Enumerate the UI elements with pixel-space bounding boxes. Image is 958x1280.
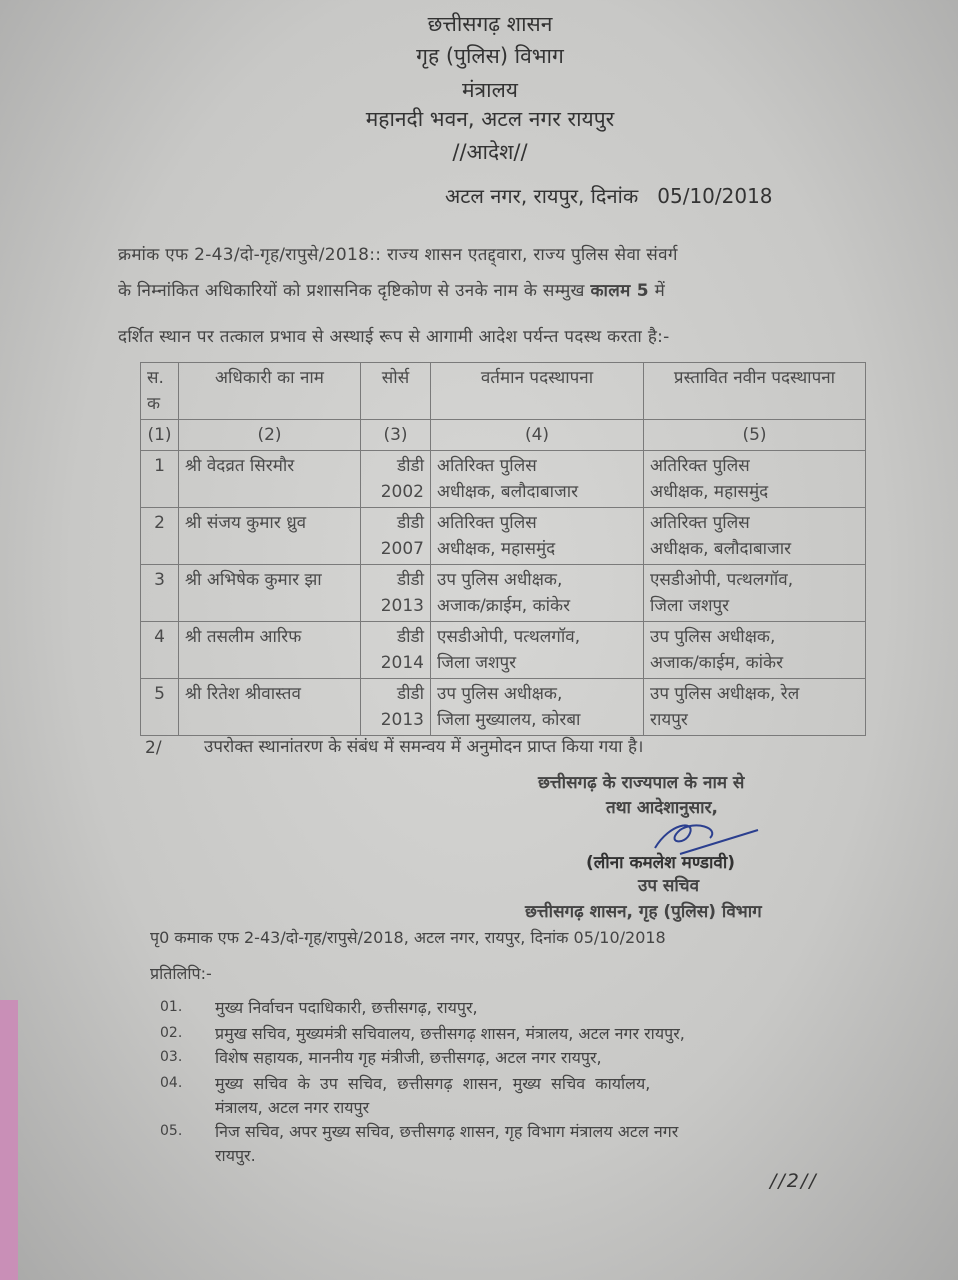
table-row <box>141 508 866 565</box>
pink-edge <box>0 1000 18 1280</box>
proposed-posting <box>644 622 866 679</box>
copy-number: 05. <box>160 1123 183 1139</box>
column-number-row <box>141 420 866 451</box>
source <box>361 679 431 736</box>
current-posting <box>431 679 644 736</box>
officer-name: श्री संजय कुमार ध्रुव <box>179 508 361 565</box>
copy-recipient: मुख्य निर्वाचन पदाधिकारी, छत्तीसगढ़, रायपुर, <box>215 998 478 1017</box>
date-line: अटल नगर, रायपुर, दिनांक 05/10/2018 <box>445 184 773 208</box>
col-number: (2) <box>179 420 361 451</box>
row-sno: 3 <box>141 565 179 622</box>
copy-number: 02. <box>160 1025 183 1041</box>
copy-recipient: मंत्रालय, अटल नगर रायपुर <box>215 1098 370 1117</box>
header-proposed: प्रस्तावित नवीन पदस्थापना <box>644 363 866 420</box>
proposed-posting <box>644 451 866 508</box>
current-line: अधीक्षक, महासमुंद <box>437 539 556 559</box>
col-number: (1) <box>141 420 179 451</box>
current-posting <box>431 565 644 622</box>
para-line-2 <box>118 278 665 301</box>
row-sno: 4 <box>141 622 179 679</box>
source <box>361 508 431 565</box>
source-type: डीडी <box>397 456 424 476</box>
para-line-1: क्रमांक एफ 2-43/दो-गृह/रापुसे/2018:: राज्य शासन एतद्द्वारा, राज्य पुलिस सेवा संवर्ग <box>118 245 678 265</box>
proposed-posting <box>644 679 866 736</box>
copy-recipient: रायपुर. <box>215 1146 256 1165</box>
sign-line-2: तथा आदेशानुसार, <box>606 798 718 818</box>
col-number: (3) <box>361 420 431 451</box>
current-posting <box>431 451 644 508</box>
table-row <box>141 622 866 679</box>
current-line: उप पुलिस अधीक्षक, <box>437 684 563 704</box>
sign-line-1: छत्तीसगढ़ के राज्यपाल के नाम से <box>538 773 745 793</box>
endorsement-line: पृ0 कमाक एफ 2-43/दो-गृह/रापुसे/2018, अटल नगर, रायपुर, दिनांक 05/10/2018 <box>150 928 666 947</box>
header-sno: स. क <box>141 363 179 420</box>
source-year: 2013 <box>380 596 424 616</box>
proposed-line: अधीक्षक, बलौदाबाजार <box>650 539 792 559</box>
proposed-line: उप पुलिस अधीक्षक, रेल <box>650 684 800 704</box>
signatory-name: (लीना कमलेश मण्डावी) <box>586 853 736 873</box>
copy-number: 04. <box>160 1075 183 1091</box>
proposed-posting <box>644 508 866 565</box>
officer-name: श्री तसलीम आरिफ <box>179 622 361 679</box>
copy-recipient: विशेष सहायक, माननीय गृह मंत्रीजी, छत्तीसगढ़, अटल नगर रायपुर, <box>215 1048 602 1067</box>
current-line: उप पुलिस अधीक्षक, <box>437 570 563 590</box>
row-sno: 5 <box>141 679 179 736</box>
current-line: एसडीओपी, पत्थलगॉव, <box>437 627 581 647</box>
row-sno: 2 <box>141 508 179 565</box>
header-order: //आदेश// <box>452 140 528 164</box>
source-year: 2013 <box>380 710 424 730</box>
copy-label: प्रतिलिपि:- <box>150 964 212 983</box>
current-posting <box>431 622 644 679</box>
para2-number: 2/ <box>145 738 162 758</box>
source-year: 2007 <box>380 539 424 559</box>
para-line-3: दर्शित स्थान पर तत्काल प्रभाव से अस्थाई रूप से आगामी आदेश पर्यन्त पदस्थ करता है:- <box>118 327 670 347</box>
current-line: जिला मुख्यालय, कोरबा <box>437 710 581 730</box>
page-marker: //2// <box>770 1170 818 1192</box>
col-number: (5) <box>644 420 866 451</box>
row-sno: 1 <box>141 451 179 508</box>
table-row <box>141 679 866 736</box>
source-year: 2014 <box>380 653 424 673</box>
officer-name: श्री वेदव्रत सिरमौर <box>179 451 361 508</box>
current-posting <box>431 508 644 565</box>
proposed-line: एसडीओपी, पत्थलगॉव, <box>650 570 794 590</box>
source-year: 2002 <box>380 482 424 502</box>
current-line: अतिरिक्त पुलिस <box>437 513 537 533</box>
table-row <box>141 451 866 508</box>
proposed-line: रायपुर <box>650 710 688 730</box>
proposed-line: अधीक्षक, महासमुंद <box>650 482 769 502</box>
header-current: वर्तमान पदस्थापना <box>431 363 644 420</box>
header-govt: छत्तीसगढ़ शासन <box>427 12 553 36</box>
copy-recipient: मुख्य सचिव के उप सचिव, छत्तीसगढ़ शासन, मुख्य सचिव कार्यालय, <box>215 1074 651 1093</box>
col-number: (4) <box>431 420 644 451</box>
header-dept: गृह (पुलिस) विभाग <box>416 44 564 68</box>
para-text: के निम्नांकित अधिकारियों को प्रशासनिक दृष्टिकोण से उनके नाम के सम्मुख <box>118 281 585 301</box>
signatory-department: छत्तीसगढ़ शासन, गृह (पुलिस) विभाग <box>525 902 762 922</box>
column-ref: कालम 5 <box>590 281 649 301</box>
table-row <box>141 565 866 622</box>
proposed-line: अतिरिक्त पुलिस <box>650 513 750 533</box>
proposed-line: उप पुलिस अधीक्षक, <box>650 627 776 647</box>
current-line: अतिरिक्त पुलिस <box>437 456 537 476</box>
copy-number: 01. <box>160 999 183 1015</box>
source-type: डीडी <box>397 627 424 647</box>
source <box>361 622 431 679</box>
current-line: अधीक्षक, बलौदाबाजार <box>437 482 579 502</box>
header-address: महानदी भवन, अटल नगर रायपुर <box>365 107 615 131</box>
source <box>361 565 431 622</box>
proposed-line: जिला जशपुर <box>650 596 730 616</box>
proposed-posting <box>644 565 866 622</box>
source-type: डीडी <box>397 684 424 704</box>
copy-recipient: प्रमुख सचिव, मुख्यमंत्री सचिवालय, छत्तीसगढ़ शासन, मंत्रालय, अटल नगर रायपुर, <box>215 1024 685 1043</box>
signatory-designation: उप सचिव <box>638 876 700 896</box>
source-type: डीडी <box>397 513 424 533</box>
proposed-line: अतिरिक्त पुलिस <box>650 456 750 476</box>
posting-table <box>140 362 866 736</box>
source-type: डीडी <box>397 570 424 590</box>
header-name: अधिकारी का नाम <box>179 363 361 420</box>
table-header-row <box>141 363 866 420</box>
para-text: में <box>654 281 666 301</box>
header-ministry: मंत्रालय <box>461 78 518 102</box>
current-line: जिला जशपुर <box>437 653 517 673</box>
officer-name: श्री रितेश श्रीवास्तव <box>179 679 361 736</box>
source <box>361 451 431 508</box>
copy-recipient: निज सचिव, अपर मुख्य सचिव, छत्तीसगढ़ शासन, गृह विभाग मंत्रालय अटल नगर <box>215 1122 679 1141</box>
header-source: सोर्स <box>361 363 431 420</box>
copy-number: 03. <box>160 1049 183 1065</box>
proposed-line: अजाक/काईम, कांकेर <box>650 653 784 673</box>
officer-name: श्री अभिषेक कुमार झा <box>179 565 361 622</box>
para2-text: उपरोक्त स्थानांतरण के संबंध में समन्वय में अनुमोदन प्राप्त किया गया है। <box>204 737 644 757</box>
current-line: अजाक/क्राईम, कांकेर <box>437 596 571 616</box>
